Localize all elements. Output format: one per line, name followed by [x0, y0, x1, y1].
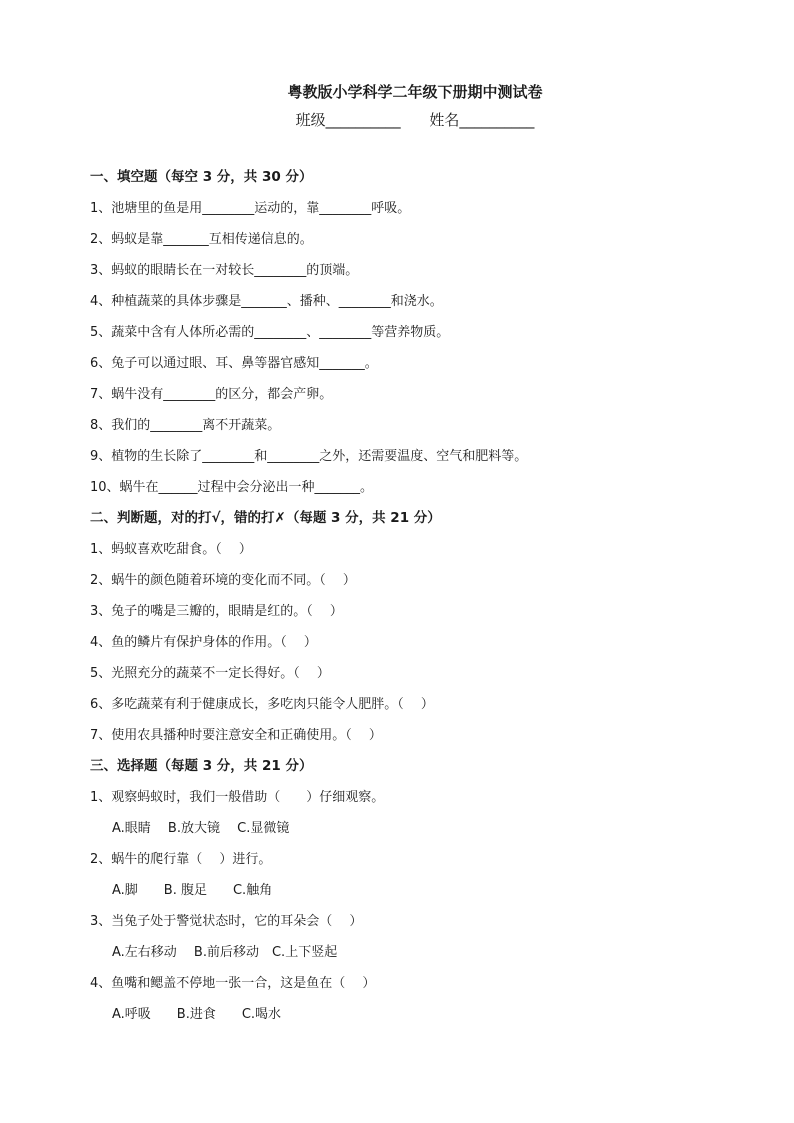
question-options: A.呼吸 B.进食 C.喝水 [112, 1007, 282, 1022]
question-item: 5、光照充分的蔬菜不一定长得好。（ ） [90, 666, 330, 681]
section-heading-multiple-choice: 三、选择题（每题 3 分，共 21 分） [90, 758, 313, 774]
question-options: A.脚 B. 腹足 C.触角 [112, 883, 273, 898]
student-info-row [90, 106, 704, 134]
question-item: 3、蚂蚁的眼睛长在一对较长________的顶端。 [90, 263, 359, 278]
class-field: 班级__________ [295, 111, 401, 129]
question-stem: 1、观察蚂蚁时，我们一般借助（ ）仔细观察。 [90, 790, 385, 805]
question-stem: 4、鱼嘴和鳃盖不停地一张一合，这是鱼在（ ） [90, 976, 376, 991]
question-options: A.左右移动 B.前后移动 C.上下竖起 [112, 945, 338, 960]
question-options: A.眼睛 B.放大镜 C.显微镜 [112, 821, 290, 836]
question-item: 10、蜗牛在______过程中会分泌出一种_______。 [90, 480, 374, 495]
question-stem: 3、当兔子处于警觉状态时，它的耳朵会（ ） [90, 914, 363, 929]
question-item: 2、蜗牛的颜色随着环境的变化而不同。（ ） [90, 573, 356, 588]
question-item: 9、植物的生长除了________和________之外，还需要温度、空气和肥料等。 [90, 449, 528, 464]
question-item: 4、鱼的鳞片有保护身体的作用。（ ） [90, 635, 317, 650]
question-item: 4、种植蔬菜的具体步骤是_______、播种、________和浇水。 [90, 294, 443, 309]
question-stem: 2、蜗牛的爬行靠（ ）进行。 [90, 852, 272, 867]
name-field: 姓名__________ [429, 111, 535, 129]
question-item: 6、多吃蔬菜有利于健康成长，多吃肉只能令人肥胖。（ ） [90, 697, 434, 712]
exam-body [90, 162, 704, 1030]
question-item: 3、兔子的嘴是三瓣的，眼睛是红的。（ ） [90, 604, 343, 619]
section-heading-true-false: 二、判断题，对的打√，错的打✗（每题 3 分，共 21 分） [90, 510, 441, 526]
section-heading-fill-blank: 一、填空题（每空 3 分，共 30 分） [90, 169, 313, 185]
page-title: 粤教版小学科学二年级下册期中测试卷 [287, 83, 543, 101]
question-item: 5、蔬菜中含有人体所必需的________、________等营养物质。 [90, 325, 450, 340]
question-item: 6、兔子可以通过眼、耳、鼻等器官感知_______。 [90, 356, 378, 371]
question-item: 7、蜗牛没有________的区分，都会产卵。 [90, 387, 333, 402]
question-item: 8、我们的________离不开蔬菜。 [90, 418, 281, 433]
question-item: 7、使用农具播种时要注意安全和正确使用。（ ） [90, 728, 382, 743]
question-item: 1、蚂蚁喜欢吃甜食。（ ） [90, 542, 252, 557]
question-item: 2、蚂蚁是靠_______互相传递信息的。 [90, 232, 313, 247]
question-item: 1、池塘里的鱼是用________运动的，靠________呼吸。 [90, 201, 411, 216]
